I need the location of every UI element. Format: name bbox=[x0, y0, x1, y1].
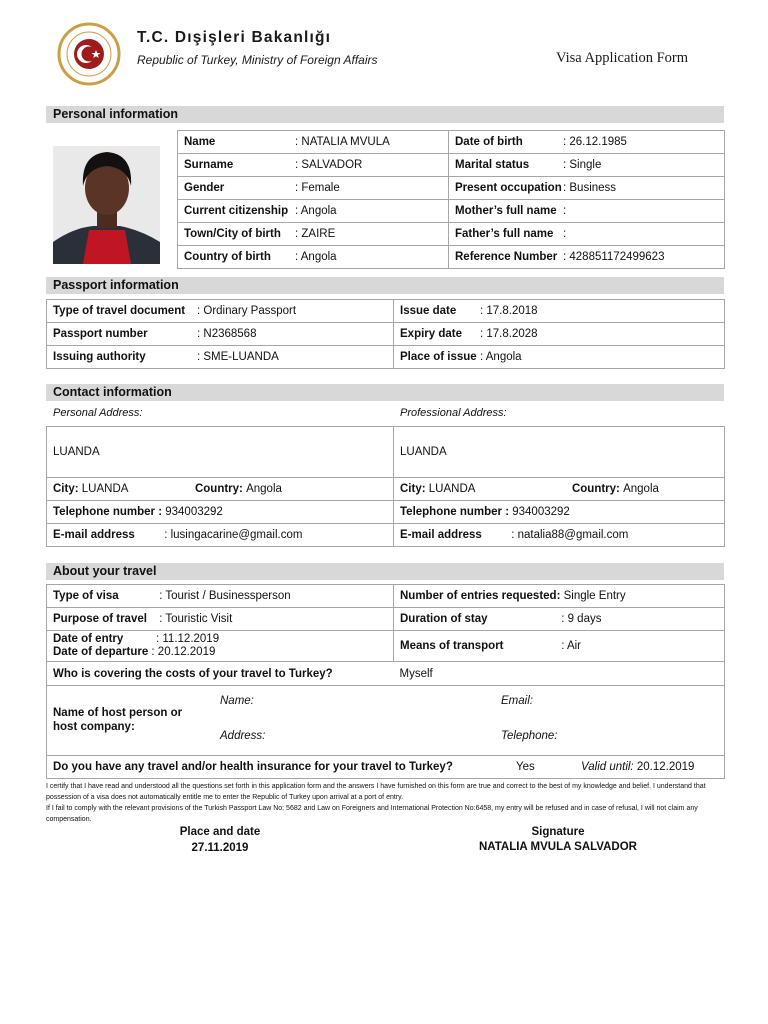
section-contact-heading: Contact information bbox=[46, 384, 724, 401]
personal-cell bbox=[178, 200, 449, 223]
passport-field-value: : 17.8.2028 bbox=[480, 328, 538, 340]
purpose-label: Purpose of travel bbox=[53, 613, 147, 625]
duration-label: Duration of stay bbox=[400, 613, 488, 625]
personal-field-label: Country of birth bbox=[184, 251, 271, 263]
departure-date-label: Date of departure bbox=[53, 646, 149, 658]
passport-table bbox=[46, 299, 725, 369]
passport-cell bbox=[47, 300, 394, 323]
entry-date-value: : 11.12.2019 bbox=[156, 633, 220, 645]
passport-field-value: : SME-LUANDA bbox=[197, 351, 279, 363]
duration-value: : 9 days bbox=[561, 613, 602, 625]
place-date-value: 27.11.2019 bbox=[191, 842, 249, 854]
phone-label: Telephone number : bbox=[53, 506, 163, 518]
travel-table bbox=[46, 584, 725, 779]
passport-row bbox=[47, 323, 725, 346]
transport-cell bbox=[394, 631, 725, 662]
passport-field-label: Issue date bbox=[400, 305, 457, 317]
professional-email-cell bbox=[394, 524, 725, 547]
personal-email-value: : lusingacarine@gmail.com bbox=[164, 529, 303, 541]
purpose-value: : Touristic Visit bbox=[159, 613, 233, 625]
section-personal-heading: Personal information bbox=[46, 106, 724, 123]
passport-field-value: : Angola bbox=[480, 351, 522, 363]
host-phone-label: Telephone: bbox=[501, 730, 558, 742]
personal-field-label: Mother’s full name bbox=[455, 205, 557, 217]
passport-field-label: Passport number bbox=[53, 328, 148, 340]
visa-type-label: Type of visa bbox=[53, 590, 119, 602]
city-label: City: bbox=[53, 483, 79, 495]
personal-field-value: : Single bbox=[563, 159, 602, 171]
visa-type-value: : Tourist / Businessperson bbox=[159, 590, 291, 602]
entries-cell bbox=[394, 585, 725, 608]
city-label: City: bbox=[400, 483, 426, 495]
personal-field-label: Gender bbox=[184, 182, 225, 194]
personal-field-value: : Angola bbox=[295, 205, 337, 217]
personal-cell bbox=[449, 131, 725, 154]
org-subtitle: Republic of Turkey, Ministry of Foreign Affairs bbox=[137, 53, 378, 67]
personal-field-label: Marital status bbox=[455, 159, 530, 171]
host-cell bbox=[47, 686, 725, 756]
personal-field-value: : SALVADOR bbox=[295, 159, 363, 171]
personal-table bbox=[177, 130, 725, 269]
personal-address-label: Personal Address: bbox=[53, 407, 143, 419]
entry-date-label: Date of entry bbox=[53, 633, 124, 645]
email-label: E-mail address bbox=[53, 529, 135, 541]
personal-field-value: : bbox=[563, 205, 567, 217]
insurance-value: Yes bbox=[516, 761, 535, 773]
costs-label: Who is covering the costs of your travel to Turkey? bbox=[53, 667, 333, 680]
passport-cell bbox=[47, 346, 394, 369]
personal-city-value: LUANDA bbox=[81, 483, 129, 495]
costs-label-cell bbox=[47, 662, 394, 686]
personal-field-value: : Angola bbox=[295, 251, 337, 263]
personal-cell bbox=[178, 131, 449, 154]
valid-until-value: 20.12.2019 bbox=[636, 761, 695, 773]
personal-row bbox=[178, 200, 725, 223]
country-label: Country: bbox=[194, 483, 243, 495]
personal-field-value: : NATALIA MVULA bbox=[295, 136, 390, 148]
section-passport-heading: Passport information bbox=[46, 277, 724, 294]
declaration-line-1: I certify that I have read and understood all the questions set forth in this application form and the answers I have furnished on this form are true and correct to the best of my knowledge and belief. I understand that possession of a visa does not automatically entitle me to enter the Republic of Turkey upon arrival at a port of entry. bbox=[46, 783, 706, 801]
costs-value: Myself bbox=[394, 662, 725, 686]
professional-phone-value: 934003292 bbox=[512, 506, 570, 518]
personal-row bbox=[178, 154, 725, 177]
host-name-label: Name: bbox=[220, 695, 254, 707]
personal-field-value: : bbox=[563, 228, 567, 240]
passport-row bbox=[47, 346, 725, 369]
personal-row bbox=[178, 131, 725, 154]
personal-field-label: Current citizenship bbox=[184, 205, 289, 217]
entries-label: Number of entries requested: bbox=[400, 590, 561, 602]
personal-row bbox=[178, 246, 725, 269]
personal-city-cell bbox=[47, 478, 394, 501]
passport-field-label: Type of travel document bbox=[53, 305, 186, 317]
ministry-seal bbox=[53, 22, 125, 86]
passport-field-label: Issuing authority bbox=[53, 351, 146, 363]
personal-field-value: : 428851172499623 bbox=[563, 251, 665, 263]
transport-value: : Air bbox=[561, 640, 582, 652]
professional-email-value: : natalia88@gmail.com bbox=[511, 529, 629, 541]
professional-phone-cell bbox=[394, 501, 725, 524]
personal-cell bbox=[449, 177, 725, 200]
personal-field-label: Father’s full name bbox=[455, 228, 554, 240]
visa-type-cell bbox=[47, 585, 394, 608]
personal-field-label: Date of birth bbox=[455, 136, 523, 148]
personal-cell bbox=[449, 246, 725, 269]
passport-field-label: Expiry date bbox=[400, 328, 462, 340]
professional-country-value: Angola bbox=[623, 483, 659, 495]
signature-value: NATALIA MVULA SALVADOR bbox=[478, 841, 637, 853]
signature-label: Signature bbox=[531, 826, 585, 838]
host-email-label: Email: bbox=[501, 695, 533, 707]
personal-phone-value: 934003292 bbox=[165, 506, 223, 518]
org-title: T.C. Dışişleri Bakanlığı bbox=[137, 29, 332, 46]
personal-country-value: Angola bbox=[246, 483, 282, 495]
passport-cell bbox=[47, 323, 394, 346]
personal-email-cell bbox=[47, 524, 394, 547]
purpose-cell bbox=[47, 608, 394, 631]
passport-field-label: Place of issue bbox=[400, 351, 477, 363]
personal-phone-cell bbox=[47, 501, 394, 524]
personal-cell bbox=[449, 154, 725, 177]
passport-cell bbox=[394, 346, 725, 369]
personal-cell bbox=[178, 154, 449, 177]
professional-address-label: Professional Address: bbox=[400, 407, 507, 419]
personal-row bbox=[178, 177, 725, 200]
passport-field-value: : Ordinary Passport bbox=[197, 305, 297, 317]
professional-address-value: LUANDA bbox=[394, 427, 725, 478]
insurance-cell bbox=[47, 756, 725, 779]
place-date-label: Place and date bbox=[179, 826, 261, 838]
dates-cell bbox=[47, 631, 394, 662]
personal-field-value: : Female bbox=[295, 182, 340, 194]
transport-label: Means of transport bbox=[400, 640, 504, 652]
personal-field-label: Town/City of birth bbox=[184, 228, 281, 240]
personal-address-value: LUANDA bbox=[47, 427, 394, 478]
personal-row bbox=[178, 223, 725, 246]
personal-field-value: : 26.12.1985 bbox=[563, 136, 627, 148]
departure-date-value: : 20.12.2019 bbox=[151, 646, 216, 658]
personal-cell bbox=[178, 223, 449, 246]
personal-cell bbox=[178, 246, 449, 269]
country-label: Country: bbox=[571, 483, 620, 495]
passport-field-value: : 17.8.2018 bbox=[480, 305, 538, 317]
declaration-line-2: If I fail to comply with the relevant provisions of the Turkish Passport Law No: 5682 and Law on Foreigners and International Protection No:6458, my entry will be refused and in case of refusal, I will not claim any compensation. bbox=[46, 805, 698, 823]
personal-field-label: Name bbox=[184, 136, 216, 148]
personal-field-value: : Business bbox=[563, 182, 617, 194]
insurance-label: Do you have any travel and/or health insurance for your travel to Turkey? bbox=[53, 761, 453, 773]
personal-field-value: : ZAIRE bbox=[295, 228, 336, 240]
host-address-label: Address: bbox=[220, 730, 266, 742]
passport-cell bbox=[394, 300, 725, 323]
personal-field-label: Present occupation bbox=[455, 182, 562, 194]
valid-until-label: Valid until: bbox=[581, 761, 634, 773]
duration-cell bbox=[394, 608, 725, 631]
passport-field-value: : N2368568 bbox=[197, 328, 257, 340]
personal-cell bbox=[178, 177, 449, 200]
entries-value: Single Entry bbox=[563, 590, 626, 602]
section-travel-heading: About your travel bbox=[46, 563, 724, 580]
form-title: Visa Application Form bbox=[556, 50, 689, 66]
passport-row bbox=[47, 300, 725, 323]
declaration-text bbox=[46, 781, 712, 825]
contact-table bbox=[46, 426, 725, 547]
phone-label: Telephone number : bbox=[400, 506, 510, 518]
passport-cell bbox=[394, 323, 725, 346]
personal-field-label: Surname bbox=[184, 159, 234, 171]
host-label: Name of host person or host company: bbox=[53, 707, 183, 733]
email-label: E-mail address bbox=[400, 529, 482, 541]
personal-field-label: Reference Number bbox=[455, 251, 558, 263]
professional-city-cell bbox=[394, 478, 725, 501]
personal-cell bbox=[449, 223, 725, 246]
personal-cell bbox=[449, 200, 725, 223]
professional-city-value: LUANDA bbox=[428, 483, 476, 495]
applicant-photo bbox=[53, 146, 160, 264]
